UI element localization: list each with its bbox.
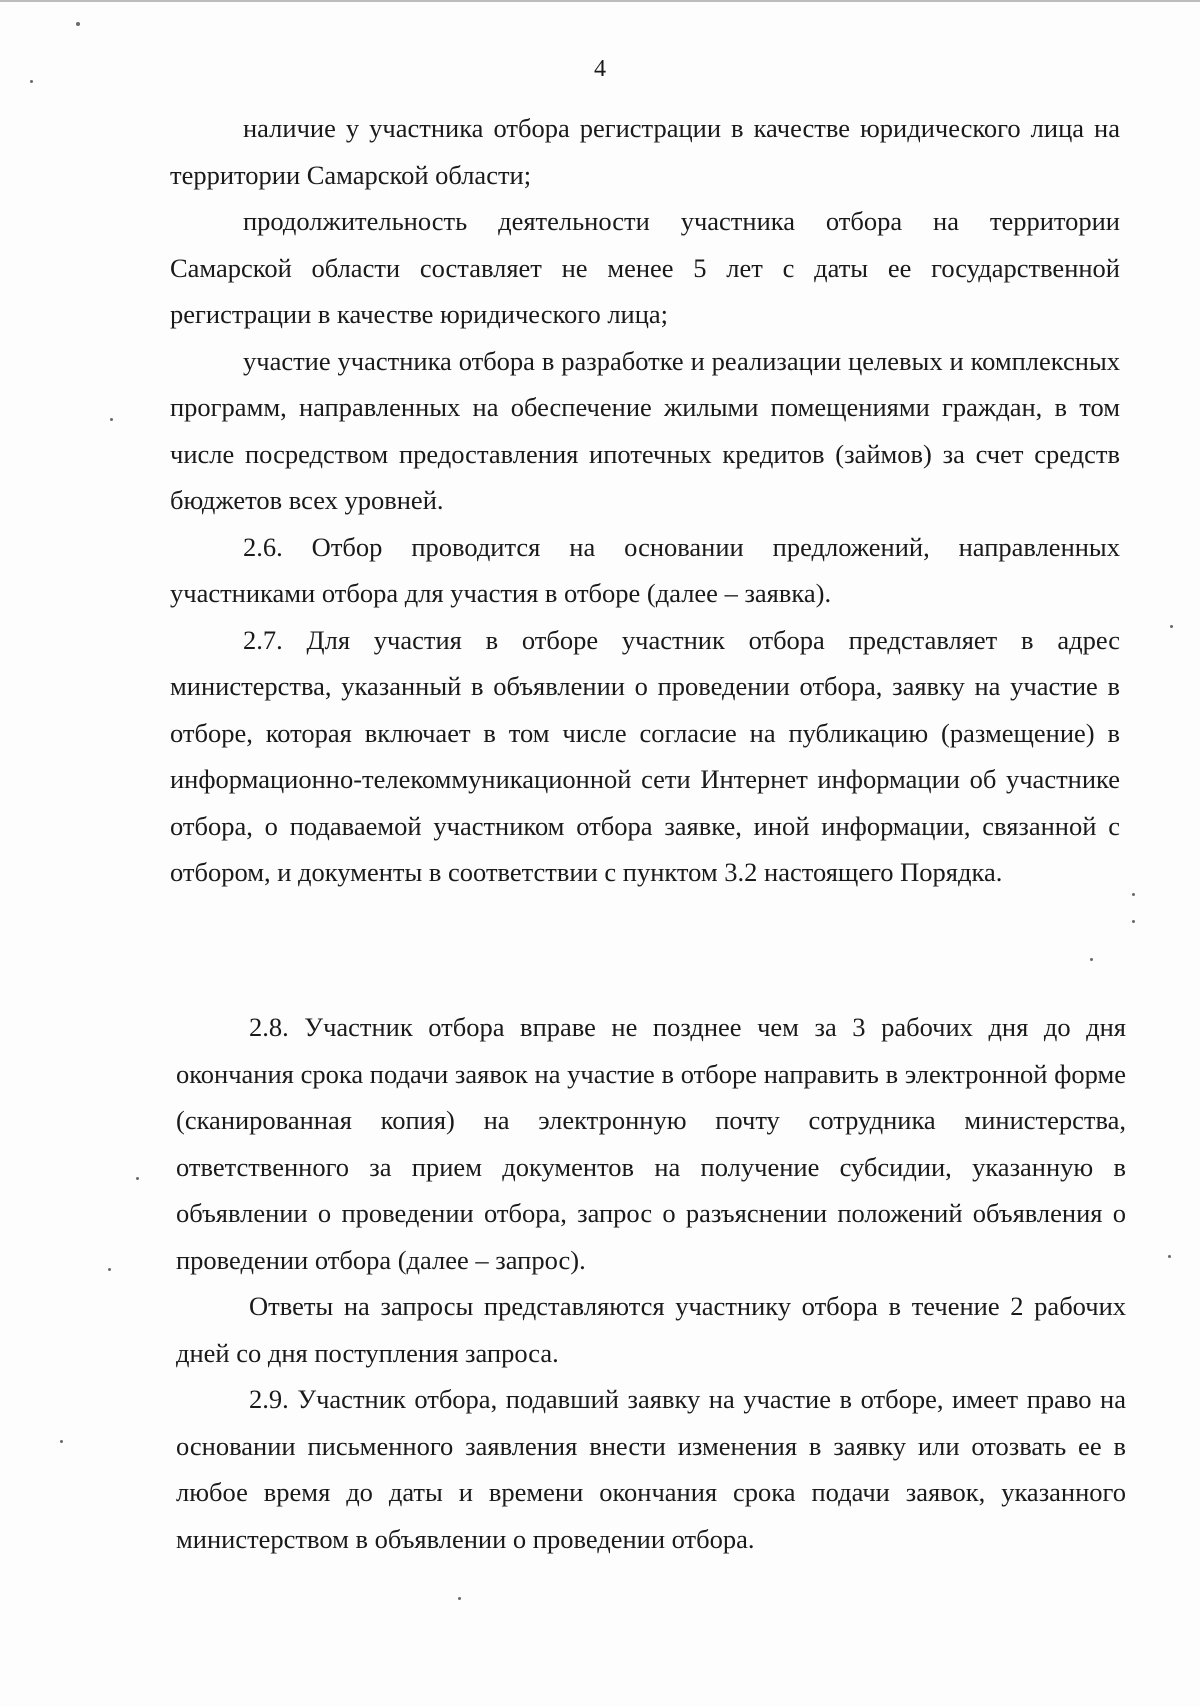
scan-speck [136,1177,139,1180]
scan-speck [108,1268,111,1271]
body-text-lower [176,1004,1126,1562]
scan-speck [1170,625,1173,628]
scan-speck [30,80,33,83]
paragraph-answers: Ответы на запросы представляются участнику отбора в течение 2 рабочих дней со дня поступления запроса. [176,1291,1126,1368]
scan-speck [458,1597,461,1600]
paragraph-2-8: 2.8. Участник отбора вправе не позднее чем за 3 рабочих дня до дня окончания срока подачи заявок на участие в отборе направить в электронной форме (сканированная копия) на электронную почту сотрудника министерства, ответственного за прием документов на получение субсидии, указанную в объявлении о проведении отбора, запрос о разъяснении положений объявления о проведении отбора (далее – запрос). [176,1012,1126,1275]
page-number: 4 [594,56,606,82]
body-text-upper [170,105,1120,896]
scan-speck [1168,1255,1171,1258]
scan-top-edge [0,0,1200,2]
paragraph-2-6: 2.6. Отбор проводится на основании предложений, направленных участниками отбора для участия в отборе (далее – заявка). [170,531,1120,608]
paragraph-2-9: 2.9. Участник отбора, подавший заявку на участие в отборе, имеет право на основании письменного заявления внести изменения в заявку или отозвать ее в любое время до даты и времени окончания срока подачи заявок, указанного министерством в объявлении о проведении отбора. [176,1384,1126,1554]
paragraph-duration: продолжительность деятельности участника отбора на территории Самарской области составляет не менее 5 лет с даты ее государственной регистрации в качестве юридического лица; [170,206,1120,329]
scan-speck [1090,958,1093,961]
paragraph-programs: участие участника отбора в разработке и реализации целевых и комплексных программ, направленных на обеспечение жилыми помещениями граждан, в том числе посредством предоставления ипотечных кредитов (займов) за счет средств бюджетов всех уровней. [170,345,1120,515]
scan-speck [60,1440,63,1443]
scan-speck [76,22,80,26]
paragraph-2-7: 2.7. Для участия в отборе участник отбора представляет в адрес министерства, указанный в объявлении о проведении отбора, заявку на участие в отборе, которая включает в том числе согласие на публикацию (размещение) в информационно-телекоммуникационной сети Интернет информации об участнике отбора, о подаваемой участником отбора заявке, иной информации, связанной с отбором, и документы в соответствии с пунктом 3.2 настоящего Порядка. [170,624,1120,887]
scan-speck [1132,893,1135,896]
scan-speck [110,418,113,421]
paragraph-registration: наличие у участника отбора регистрации в качестве юридического лица на территории Самарской области; [170,113,1120,190]
scan-speck [1132,920,1135,923]
